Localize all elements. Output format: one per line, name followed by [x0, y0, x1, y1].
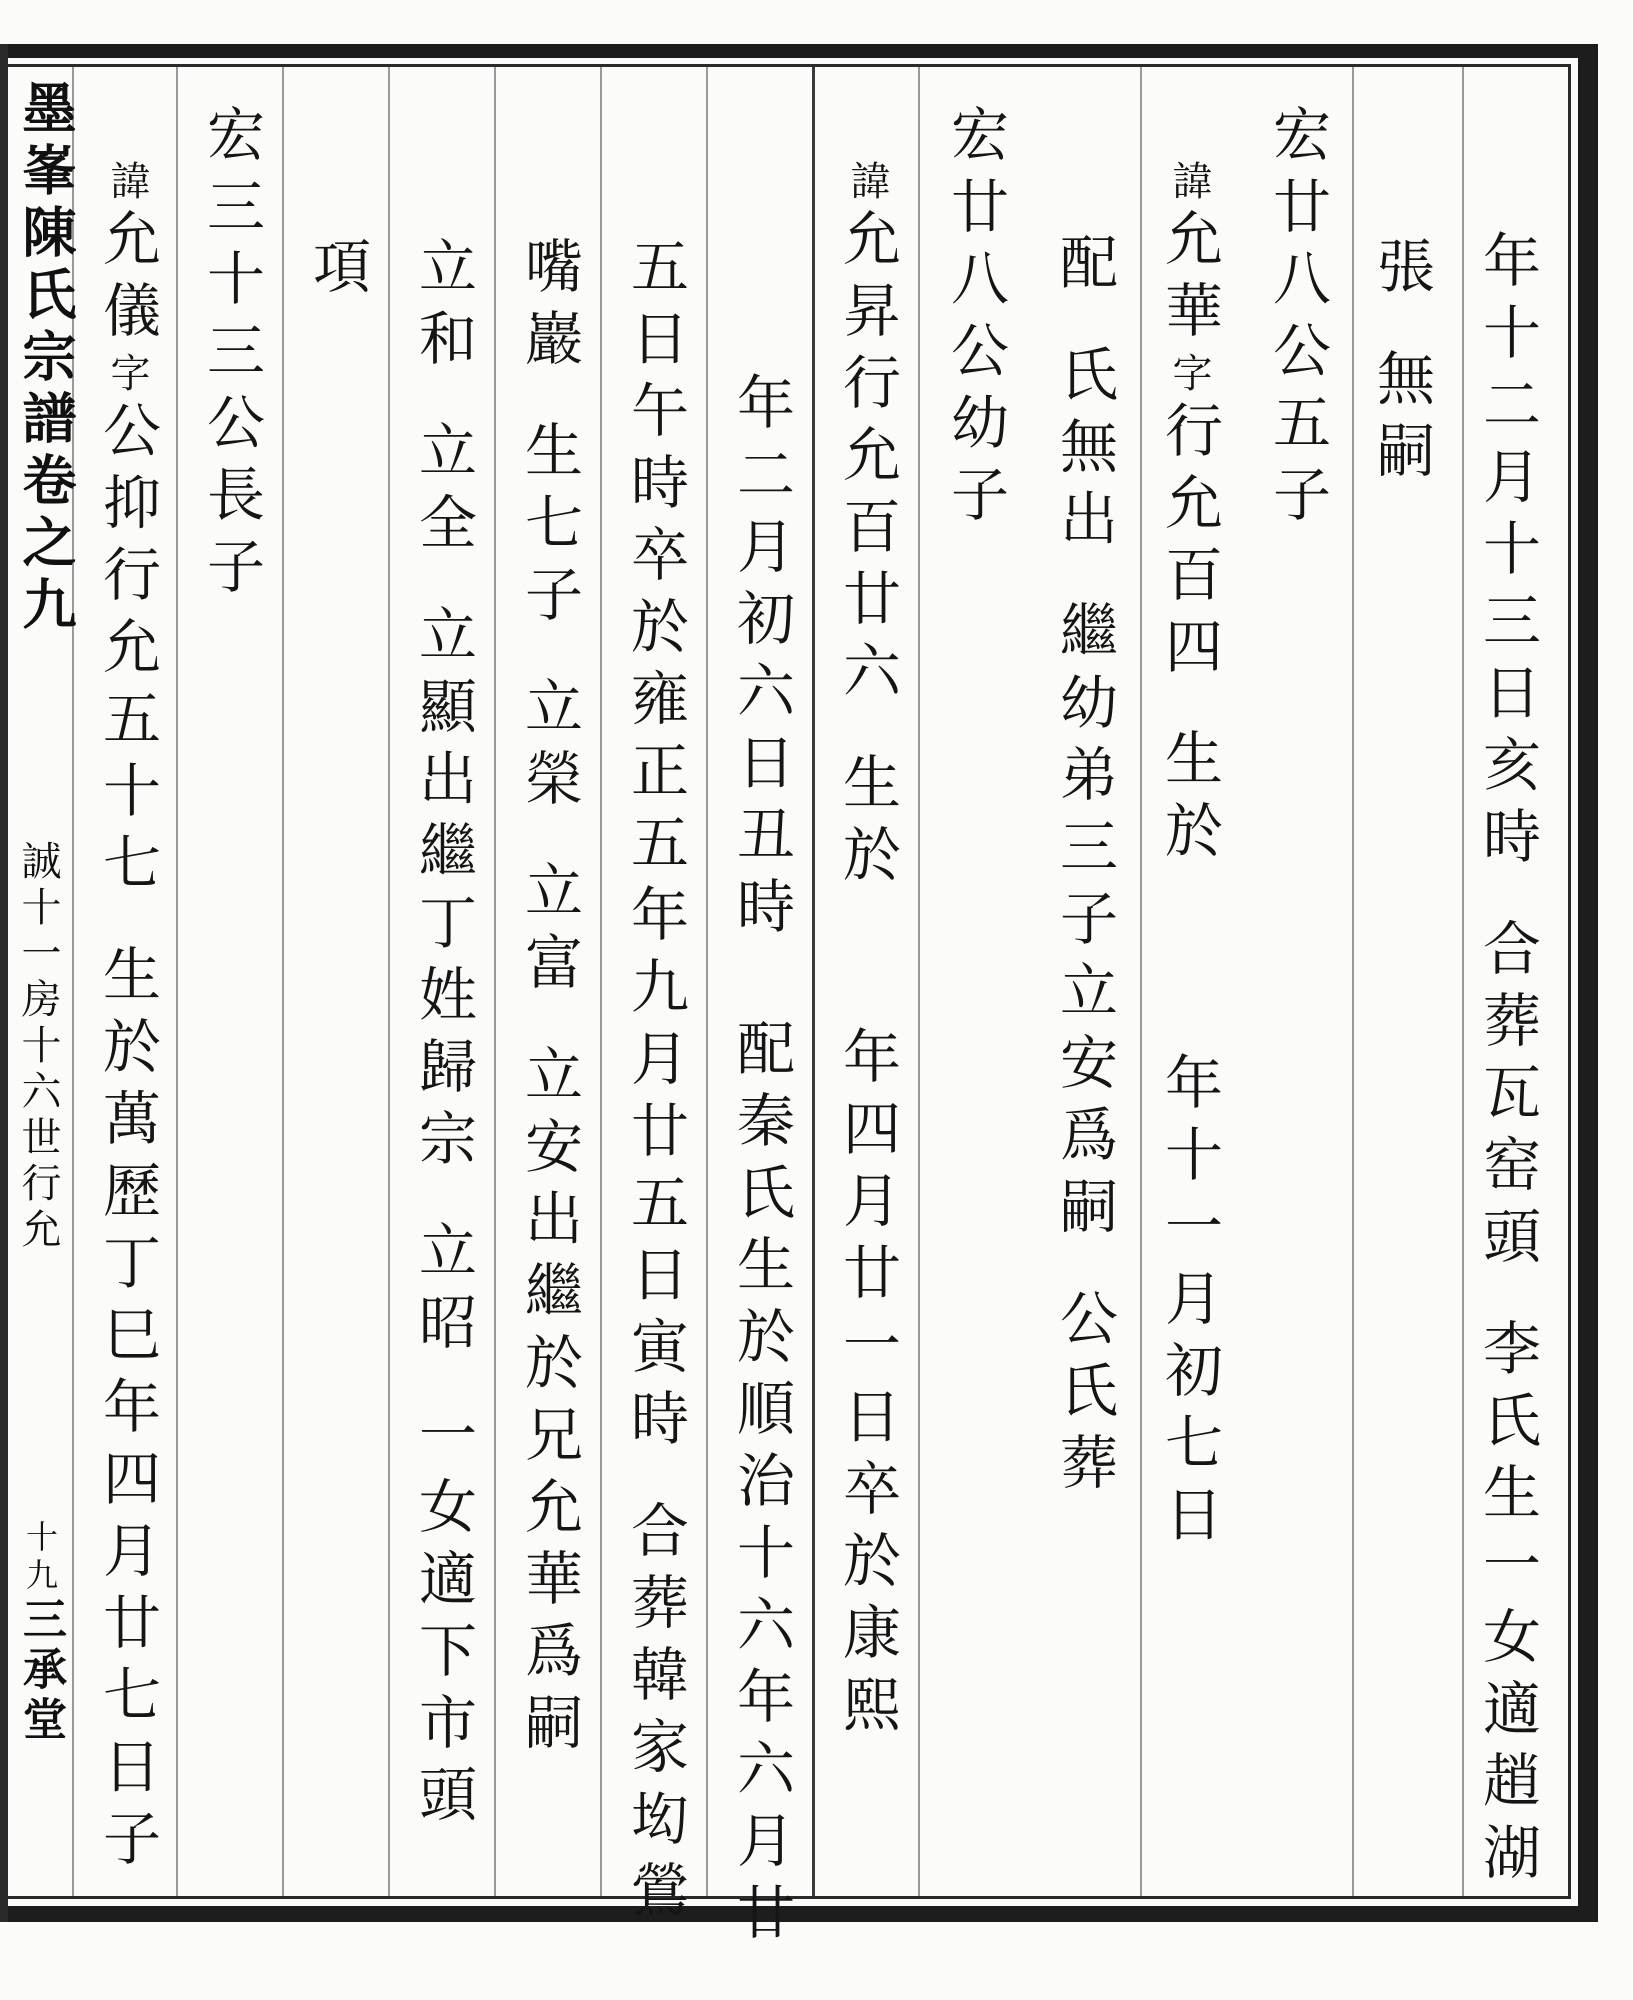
column-segment: 無嗣 — [1367, 348, 1435, 492]
text-column-10 — [515, 236, 583, 1764]
column-segment: 公氏葬 — [1050, 1288, 1118, 1504]
frame-top-inner-border — [0, 64, 1570, 67]
text-column-7 — [833, 160, 901, 1746]
column-rule — [1462, 67, 1464, 1896]
text-column-4 — [1155, 160, 1223, 1556]
column-segment: 字 — [1166, 352, 1212, 400]
column-segment: 立安出繼於兄允華爲嗣 — [515, 1044, 583, 1764]
column-segment: 宏廿八公幼子 — [941, 104, 1009, 536]
column-segment: 立和 — [409, 236, 477, 380]
column-rule — [1352, 67, 1354, 1896]
column-rule — [388, 67, 390, 1896]
margin-title-text: 墨峯陳氏宗譜 — [14, 80, 78, 452]
column-segment: 允華 — [1155, 208, 1223, 352]
column-segment: 立顯出繼丁姓歸宗 — [409, 604, 477, 1180]
text-column-13 — [197, 104, 265, 608]
column-rule — [706, 67, 708, 1896]
column-segment: 合葬韓家㘭鶯 — [621, 1500, 689, 1932]
column-rule — [282, 67, 284, 1896]
column-segment: 張 — [1367, 236, 1435, 308]
column-segment: 生於萬歷丁巳年四月廿七日子 — [93, 944, 161, 1880]
frame-right-inner-border — [1568, 64, 1571, 1899]
column-segment: 立富 — [515, 860, 583, 1004]
frame-top-border — [0, 44, 1598, 58]
column-segment: 年二月初六日丑時 — [727, 372, 795, 948]
text-column-12 — [303, 236, 371, 308]
column-segment: 生於 — [833, 752, 901, 896]
text-column-11 — [409, 236, 477, 1836]
text-column-2 — [1367, 236, 1435, 492]
text-column-9 — [621, 236, 689, 1932]
hall-name: 三承堂 — [15, 1596, 66, 1746]
column-segment: 一女適下市頭 — [409, 1404, 477, 1836]
column-segment: 立全 — [409, 420, 477, 564]
column-rule — [494, 67, 496, 1896]
text-column-3 — [1263, 104, 1331, 536]
column-segment: 立昭 — [409, 1220, 477, 1364]
column-segment: 年四月廿一日卒於康熙 — [833, 1026, 901, 1746]
column-segment: 氏無出 — [1050, 344, 1118, 560]
text-column-1 — [1473, 230, 1541, 1894]
column-segment: 五日午時卒於雍正五年九月廿五日寅時 — [621, 236, 689, 1460]
column-segment: 公抑行允五十七 — [93, 400, 161, 904]
column-segment: 繼幼弟三子立安爲嗣 — [1050, 600, 1118, 1248]
column-segment: 生於 — [1155, 728, 1223, 872]
column-segment: 立榮 — [515, 676, 583, 820]
text-column-8 — [727, 372, 795, 1954]
margin-title — [8, 80, 85, 638]
column-segment: 年十一月初七日 — [1155, 1052, 1223, 1556]
margin-folio — [8, 1520, 72, 1746]
column-segment: 配秦氏生於順治十六年六月廿 — [727, 1018, 795, 1954]
column-rule — [176, 67, 178, 1896]
column-segment: 合葬瓦窑頭 — [1473, 918, 1541, 1278]
margin-lineage: 誠十一房十六世行允 — [15, 840, 61, 1254]
column-segment: 允儀 — [93, 208, 161, 352]
column-segment: 生七子 — [515, 420, 583, 636]
column-rule — [600, 67, 602, 1896]
column-segment: 宏三十三公長子 — [197, 104, 265, 608]
column-segment: 年十二月十三日亥時 — [1473, 230, 1541, 878]
column-rule — [1140, 67, 1142, 1896]
column-rule — [918, 67, 920, 1896]
column-segment: 諱 — [1166, 160, 1212, 208]
column-segment: 嘴巖 — [515, 236, 583, 380]
column-segment: 宏廿八公五子 — [1263, 104, 1331, 536]
column-segment: 配 — [1050, 232, 1118, 304]
column-segment: 字 — [104, 352, 150, 400]
margin-volume: 卷之九 — [14, 452, 78, 638]
column-segment: 李氏生一女適趙湖 — [1473, 1318, 1541, 1894]
column-divider — [812, 67, 815, 1896]
text-column-14 — [93, 160, 161, 1880]
text-column-6 — [941, 104, 1009, 536]
column-segment: 諱 — [844, 160, 890, 208]
frame-right-border — [1578, 44, 1598, 1922]
column-segment: 行允百四 — [1155, 400, 1223, 688]
frame-bottom-border — [0, 1906, 1598, 1922]
column-segment: 允昇行允百廿六 — [833, 208, 901, 712]
text-column-5 — [1050, 232, 1118, 1504]
frame-left-border — [0, 44, 8, 1922]
column-segment: 項 — [303, 236, 371, 308]
folio-number: 十九 — [21, 1520, 59, 1596]
column-segment: 諱 — [104, 160, 150, 208]
